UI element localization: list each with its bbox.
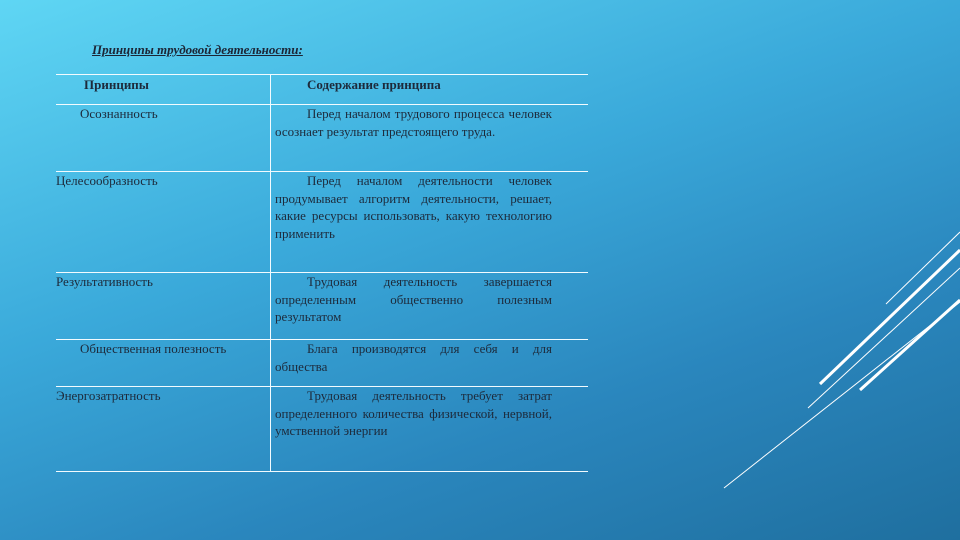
table-header-row xyxy=(56,75,588,105)
principle-name: Энергозатратность xyxy=(56,387,271,472)
decor-line xyxy=(820,250,960,384)
principle-content: Трудовая деятельность завершается определенным общественно полезным результатом xyxy=(271,273,589,340)
decor-line xyxy=(860,300,960,390)
principles-table xyxy=(56,74,588,472)
decor-line xyxy=(808,268,960,408)
principle-name: Целесообразность xyxy=(56,172,271,273)
principle-name: Осознанность xyxy=(56,105,271,172)
table-row xyxy=(56,273,588,340)
principle-name: Результативность xyxy=(56,273,271,340)
principle-content: Трудовая деятельность требует затрат определенного количества физической, нервной, умственной энергии xyxy=(271,387,589,472)
table-row xyxy=(56,105,588,172)
header-content: Содержание принципа xyxy=(271,75,589,105)
principle-content: Перед началом трудового процесса человек осознает результат предстоящего труда. xyxy=(271,105,589,172)
header-principle: Принципы xyxy=(56,75,271,105)
document-title: Принципы трудовой деятельности: xyxy=(92,42,303,57)
decor-line xyxy=(724,302,960,488)
decor-line xyxy=(886,232,960,304)
principle-name: Общественная полезность xyxy=(56,340,271,387)
principle-content: Блага производятся для себя и для общества xyxy=(271,340,589,387)
table-row xyxy=(56,340,588,387)
principle-content: Перед началом деятельности человек продумывает алгоритм деятельности, решает, какие ресурсы использовать, какую технологию применить xyxy=(271,172,589,273)
table-row xyxy=(56,172,588,273)
table-row xyxy=(56,387,588,472)
